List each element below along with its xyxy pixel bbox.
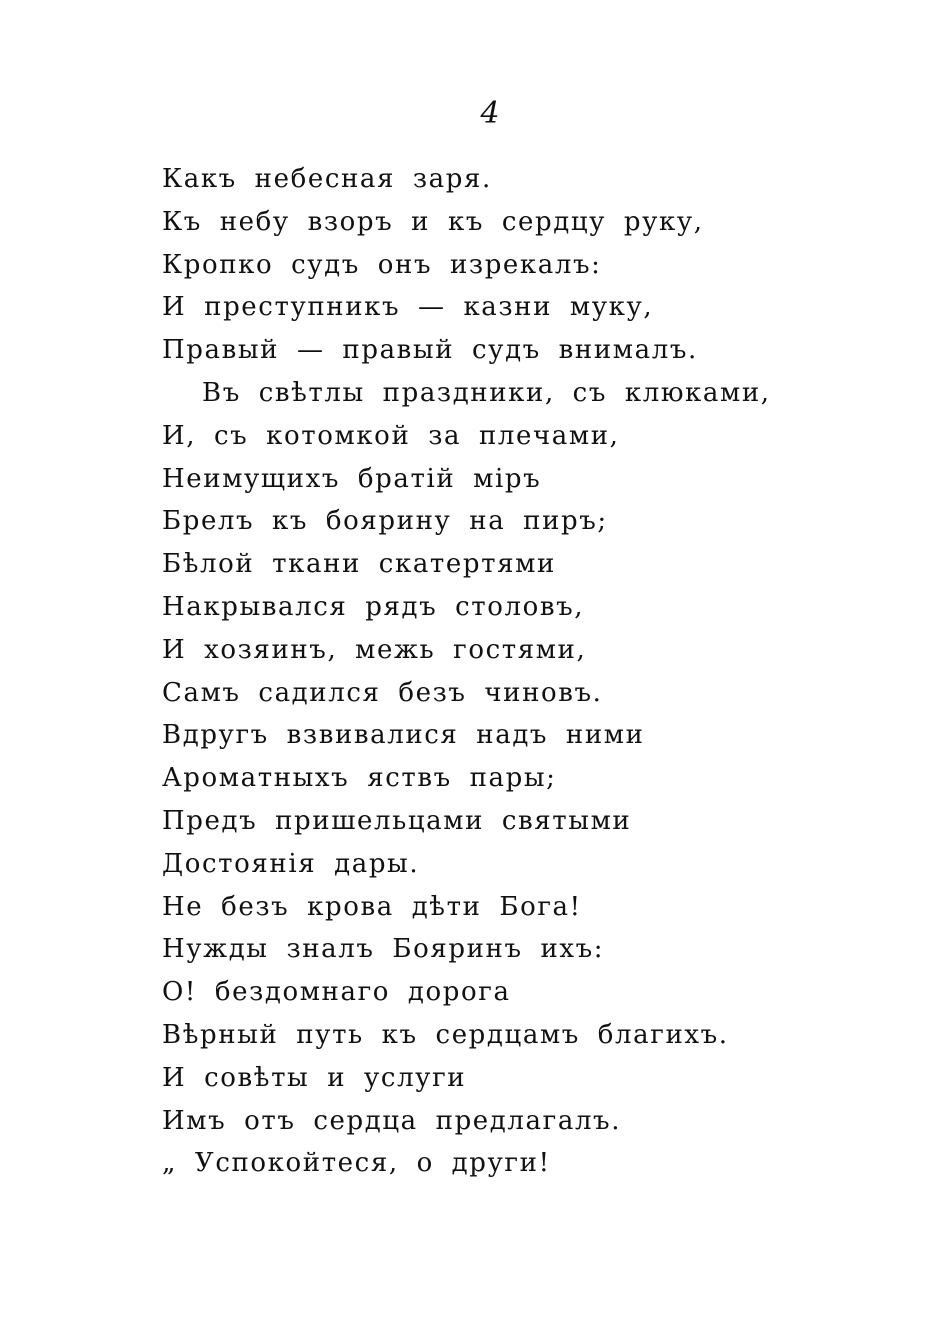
poem-line: Правый — правый судъ внималъ. <box>162 335 698 366</box>
poem-line: И, съ котомкой за плечами, <box>162 420 620 451</box>
poem-line: Неимущихъ братій міръ <box>162 463 542 494</box>
poem-line: Вѣрный путь къ сердцамъ благихъ. <box>162 1019 729 1050</box>
poem-line: И совѣты и услуги <box>162 1062 467 1093</box>
poem-line: О! бездомнаго дорога <box>162 977 511 1008</box>
poem-line: И преступникъ — казни муку, <box>162 292 654 323</box>
poem-line: Накрывался рядъ столовъ, <box>162 591 585 622</box>
poem-line: Какъ небесная заря. <box>162 164 492 194</box>
poem-line: Брелъ къ боярину на пиръ; <box>162 506 608 537</box>
poem-line: Кропко судъ онъ изрекалъ: <box>162 249 602 280</box>
poem-line: Не безъ крова дѣти Бога! <box>162 891 582 922</box>
poem-text <box>162 158 771 1185</box>
poem-line: Предъ пришельцами святыми <box>162 805 632 836</box>
poem-line: Достоянія дары. <box>162 848 420 879</box>
poem-line: Вдругъ взвивалися надъ ними <box>162 720 645 751</box>
poem-line: Нужды зналъ Бояринъ ихъ: <box>162 934 605 965</box>
poem-line: Имъ отъ сердца предлагалъ. <box>162 1105 622 1136</box>
poem-line: „ Успокойтеся, о други! <box>162 1148 551 1179</box>
page-number: 4 <box>480 96 500 131</box>
poem-line: Бѣлой ткани скатертями <box>162 549 556 580</box>
poem-line: Къ небу взоръ и къ сердцу руку, <box>162 206 704 237</box>
poem-line: И хозяинъ, межь гостями, <box>162 634 587 665</box>
poem-line: Въ свѣтлы праздники, съ клюками, <box>202 377 771 408</box>
poem-line: Самъ садился безъ чиновъ. <box>162 677 603 708</box>
poem-line: Ароматныхъ яствъ пары; <box>162 763 557 794</box>
